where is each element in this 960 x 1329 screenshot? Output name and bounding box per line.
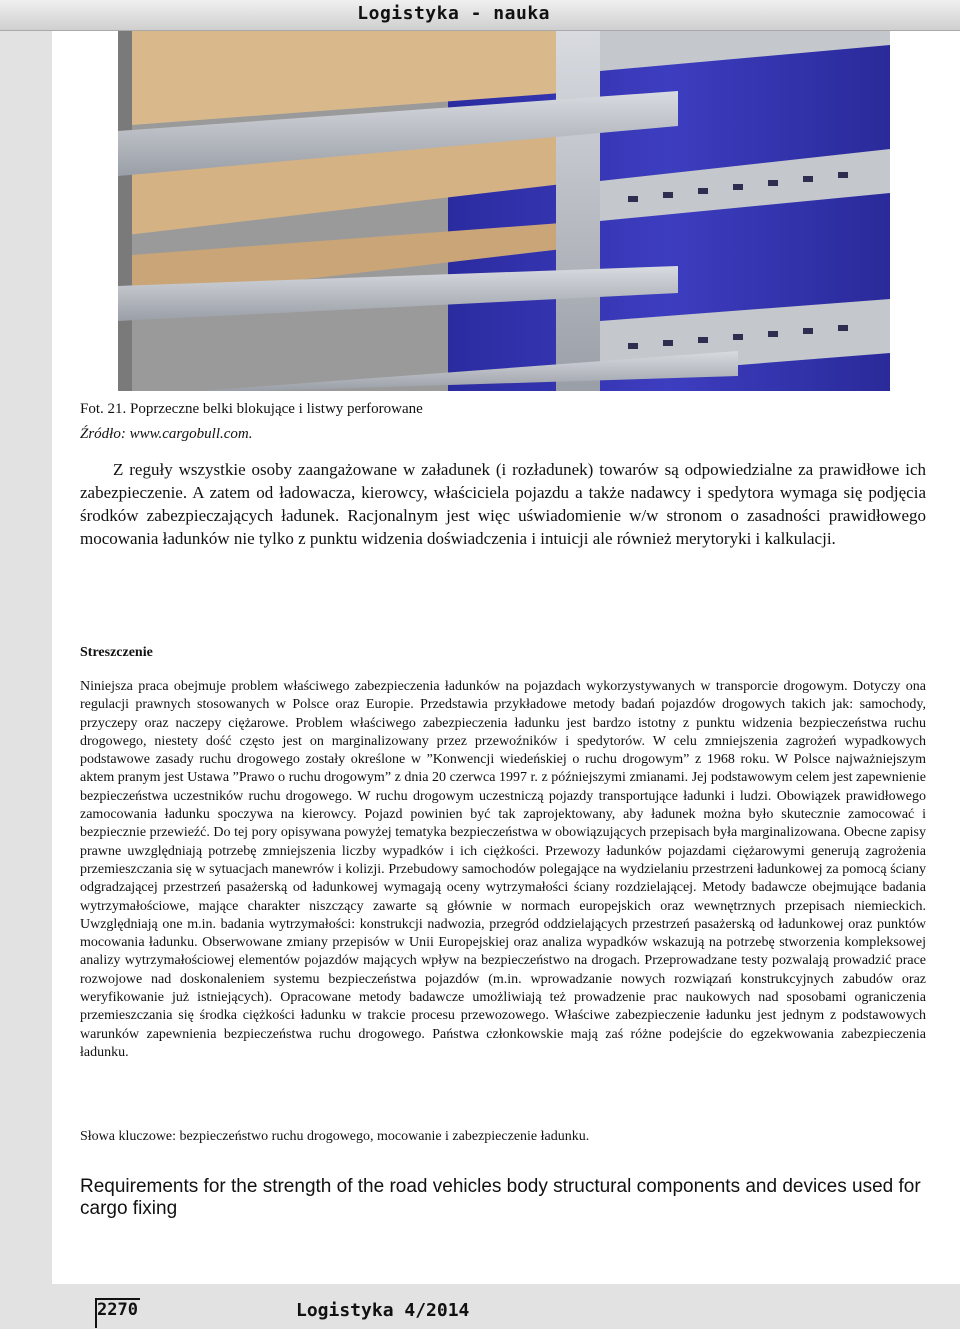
left-post bbox=[118, 31, 132, 391]
cargo-photo bbox=[118, 31, 890, 391]
figure-source: Źródło: www.cargobull.com. bbox=[80, 426, 253, 442]
abstract-heading: Streszczenie bbox=[80, 645, 153, 660]
bottom-margin-band bbox=[0, 1284, 960, 1329]
journal-issue: Logistyka 4/2014 bbox=[296, 1300, 470, 1321]
keywords: Słowa kluczowe: bezpieczeństwo ruchu drogowego, mocowanie i zabezpieczenie ładunku. bbox=[80, 1129, 590, 1144]
figure-caption: Fot. 21. Poprzeczne belki blokujące i listwy perforowane bbox=[80, 401, 423, 417]
central-stanchion bbox=[556, 31, 600, 391]
left-margin-band bbox=[0, 0, 52, 1329]
page-number: 2270 bbox=[97, 1300, 138, 1320]
abstract-text: Niniejsza praca obejmuje problem właściwego zabezpieczenia ładunków na pojazdach wykorzystywanych w transporcie drogowym. Dotyczy ona regulacji prawnych stosowanych w Polsce oraz Europie. Przedstawia przykładowe metody badań pojazdów drogowych takich jak: samochody, przyczepy oraz naczepy ciężarowe. Problem właściwego zabezpieczenia ładunku jest bardzo istotny z punktu widzenia bezpieczeństwa ruchu drogowego, niestety dość często jest on marginalizowany przez przewoźników i spedytorów. W celu zmniejszenia zagrożeń wypadkowych podstawowe zasady ruchu drogowego zostały określone w ”Konwencji wiedeńskiej o ruchu drogowym” z 1968 roku. W Polsce najważniejszym aktem pranym jest Ustawa ”Prawo o ruchu drogowym” z dnia 20 czerwca 1997 r. z późniejszymi zmianami. Jej podstawowym celem jest zapewnienie bezpieczeństwa uczestników ruchu drogowego. W ruchu drogowym uczestniczą pojazdy transportujące ładunki i ludzi. Obowiązek prawidłowego zamocowania ładunku spoczywa na kierowcy. Pojazd powinien być tak zaprojektowany, aby ładunek można było skutecznie zamocować i bezpiecznie przewieźć. Do tej pory opisywana powyżej tematyka bezpieczeństwa w obowiązujących przepisach była marginalizowana. Obecne zapisy prawne uwzględniają potrzebę zmniejszenia liczby wypadków i ich ciężkości. Przewozy ładunków pojazdami ciężarowymi generują zagrożenia przemieszczania się w sytuacjach manewrów i kolizji. Przebudowy samochodów polegające na wydzielaniu przestrzeni ładunkowej za pomocą ściany odgradzającej przestrzeń pasażerską od ładunkowej wymagają oceny wytrzymałości ściany rozdzielającej. Metody badawcze obejmujące badania wytrzymałościowe, mające charakter niszczący zawarte są głównie w normach europejskich oraz wewnętrznych przepisach niemieckich. Uwzględniają one m.in. badania wytrzymałości: konstrukcji nadwozia, przegród oddzielających przestrzeń pasażerską od ładunkowej oraz punktów mocowania ładunku. Obserwowane zmiany przepisów w Unii Europejskiej oraz analiza wypadków wskazują na potrzebę stworzenia kompleksowej analizy wytrzymałościowej elementów pojazdów mających wpływ na bezpieczeństwo na drogach. Przeprowadzane testy pozwalają prowadzić prace rozwojowe nad doskonaleniem systemu bezpieczeństwa pojazdów (m.in. wprowadzanie nowych rozwiązań konstrukcyjnych zabudów oraz weryfikowanie już istniejących). Opracowane metody badawcze umożliwiają też prowadzenie prac naukowych nad sposobami ograniczenia przemieszczania się środka ciężkości ładunku w trakcie procesu przewozowego. Właściwe zabezpieczenie ładunku jest jednym z podstawowych warunków zapewnienia bezpieczeństwa ruchu drogowego. Państwa członkowskie mają zaś różne podejście do egzekwowania zabezpieczenia ładunku. bbox=[80, 679, 926, 1060]
english-title: Requirements for the strength of the road vehicles body structural components and devices used for cargo fixing bbox=[80, 1176, 921, 1219]
body-paragraph: Z reguły wszystkie osoby zaangażowane w załadunek (i rozładunek) towarów są odpowiedzialne za prawidłowe ich zabezpieczenie. A zatem od ładowacza, kierowcy, właściciela pojazdu a także nadawcy i spedytora wymaga się podjęcia środków zabezpieczających ładunek. Racjonalnym jest więc uświadomienie w/w stronom o zasadności prawidłowego mocowania ładunków nie tylko z punktu widzenia doświadczenia i intuicji ale również merytoryki i kalkulacji. bbox=[80, 460, 926, 548]
running-header bbox=[0, 0, 960, 31]
header-title: Logistyka - nauka bbox=[357, 3, 550, 24]
